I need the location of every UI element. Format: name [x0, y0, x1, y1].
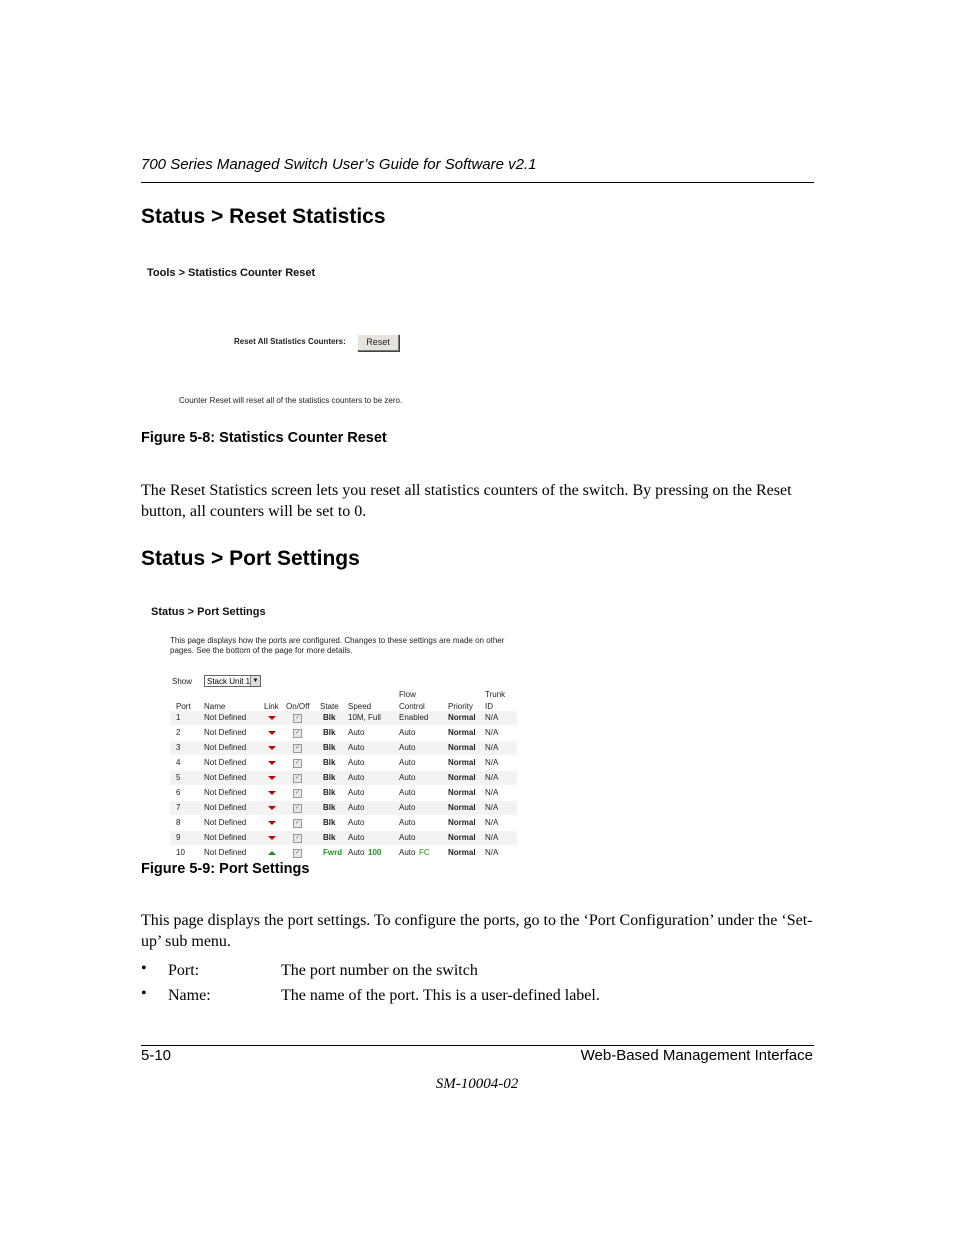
- section-heading-reset-statistics: Status > Reset Statistics: [141, 205, 386, 228]
- col-name: Name: [204, 702, 226, 711]
- trunk-id: N/A: [485, 758, 499, 767]
- header-rule: [141, 182, 814, 183]
- table-row: [170, 726, 517, 740]
- col-flow-1: Flow: [399, 690, 416, 699]
- col-port: Port: [176, 702, 191, 711]
- section-heading-port-settings: Status > Port Settings: [141, 547, 360, 570]
- onoff-checkbox[interactable]: ✓: [294, 820, 301, 826]
- port-state: Blk: [323, 833, 336, 842]
- port-speed: Auto: [348, 833, 365, 842]
- table-row: [170, 801, 517, 815]
- trunk-id: N/A: [485, 848, 499, 857]
- flow-control: Auto: [399, 803, 416, 812]
- show-select-value: Stack Unit 1: [207, 677, 251, 686]
- trunk-id: N/A: [485, 818, 499, 827]
- port-priority: Normal: [448, 818, 476, 827]
- link-down-icon: [268, 758, 276, 765]
- port-speed: Auto: [348, 743, 365, 752]
- port-number: 8: [176, 818, 181, 827]
- bullet-desc-port: The port number on the switch: [281, 962, 478, 979]
- port-name: Not Defined: [204, 758, 247, 767]
- table-row: [170, 771, 517, 785]
- port-number: 3: [176, 743, 181, 752]
- port-number: 2: [176, 728, 181, 737]
- counter-reset-note: Counter Reset will reset all of the statistics counters to be zero.: [179, 396, 403, 405]
- col-flow-2: Control: [399, 702, 425, 711]
- port-settings-paragraph: This page displays the port settings. To configure the ports, go to the ‘Port Configuration’ under the ‘Set-up’ sub menu.: [141, 912, 813, 950]
- link-down-icon: [268, 728, 276, 735]
- chapter-title: Web-Based Management Interface: [580, 1047, 813, 1064]
- bullet-term-name: Name:: [168, 987, 211, 1004]
- trunk-id: N/A: [485, 743, 499, 752]
- port-number: 10: [176, 848, 185, 857]
- bullet-term-port: Port:: [168, 962, 200, 979]
- port-speed: Auto: [348, 728, 365, 737]
- link-down-icon: [268, 788, 276, 795]
- port-priority: Normal: [448, 758, 476, 767]
- figure-caption-5-8: Figure 5-8: Statistics Counter Reset: [141, 430, 387, 446]
- flow-control: Auto: [399, 818, 416, 827]
- port-priority: Normal: [448, 848, 476, 857]
- col-speed: Speed: [348, 702, 372, 711]
- port-priority: Normal: [448, 773, 476, 782]
- flow-control: Auto: [399, 743, 416, 752]
- link-down-icon: [268, 743, 276, 750]
- port-name: Not Defined: [204, 713, 247, 722]
- running-header: 700 Series Managed Switch User’s Guide for Software v2.1: [141, 156, 537, 173]
- speed-actual: 100: [368, 848, 382, 857]
- port-number: 4: [176, 758, 181, 767]
- onoff-checkbox[interactable]: ✓: [294, 715, 301, 721]
- port-state: Blk: [323, 743, 336, 752]
- table-row: [170, 756, 517, 770]
- port-state: Blk: [323, 773, 336, 782]
- port-state: Blk: [323, 788, 336, 797]
- onoff-checkbox[interactable]: ✓: [294, 805, 301, 811]
- flow-control: Auto: [399, 728, 416, 737]
- port-number: 1: [176, 713, 181, 722]
- link-down-icon: [268, 803, 276, 810]
- port-state: Fwrd: [323, 848, 343, 857]
- flow-control: Auto: [399, 848, 416, 857]
- table-row: [170, 816, 517, 830]
- port-state: Blk: [323, 818, 336, 827]
- document-id: SM-10004-02: [435, 1076, 519, 1092]
- footer-rule: [141, 1045, 814, 1046]
- bullet-marker: •: [141, 960, 147, 977]
- link-down-icon: [268, 773, 276, 780]
- port-priority: Normal: [448, 788, 476, 797]
- show-select[interactable]: [204, 675, 261, 687]
- bullet-marker: •: [141, 985, 147, 1002]
- flow-control: Auto: [399, 773, 416, 782]
- port-priority: Normal: [448, 713, 476, 722]
- chevron-down-icon: ▼: [250, 676, 260, 686]
- trunk-id: N/A: [485, 713, 499, 722]
- onoff-checkbox[interactable]: ✓: [294, 760, 301, 766]
- bullet-desc-name: The name of the port. This is a user-defined label.: [281, 987, 600, 1004]
- reset-all-label: Reset All Statistics Counters:: [234, 337, 346, 346]
- table-row: [170, 831, 517, 845]
- table-row: [170, 711, 517, 725]
- screenshot-title: Tools > Statistics Counter Reset: [147, 267, 316, 279]
- port-speed: Auto: [348, 758, 365, 767]
- table-row: [170, 786, 517, 800]
- port-speed: Auto: [348, 803, 365, 812]
- port-priority: Normal: [448, 743, 476, 752]
- port-state: Blk: [323, 713, 336, 722]
- page-number: 5-10: [141, 1047, 172, 1064]
- onoff-checkbox[interactable]: ✓: [294, 835, 301, 841]
- col-trunk-1: Trunk: [485, 690, 506, 699]
- port-state: Blk: [323, 728, 336, 737]
- port-name: Not Defined: [204, 743, 247, 752]
- show-label: Show: [172, 677, 193, 686]
- port-name: Not Defined: [204, 848, 247, 857]
- port-priority: Normal: [448, 803, 476, 812]
- port-number: 7: [176, 803, 181, 812]
- intro-line-1: This page displays how the ports are configured. Changes to these settings are made on other: [170, 636, 505, 645]
- port-speed: Auto: [348, 773, 365, 782]
- onoff-checkbox[interactable]: ✓: [294, 745, 301, 751]
- port-name: Not Defined: [204, 818, 247, 827]
- port-speed: 10M, Full: [348, 713, 381, 722]
- table-row: [170, 846, 517, 860]
- link-up-icon: [268, 848, 276, 855]
- intro-line-2: pages. See the bottom of the page for more details.: [170, 646, 353, 655]
- flow-actual: FC: [419, 848, 430, 857]
- port-priority: Normal: [448, 728, 476, 737]
- port-number: 9: [176, 833, 181, 842]
- port-speed: Auto: [348, 848, 365, 857]
- trunk-id: N/A: [485, 788, 499, 797]
- port-name: Not Defined: [204, 833, 247, 842]
- link-down-icon: [268, 713, 276, 720]
- port-speed: Auto: [348, 788, 365, 797]
- reset-statistics-paragraph: The Reset Statistics screen lets you reset all statistics counters of the switch. By pressing on the Reset button, all counters will be set to 0.: [141, 482, 792, 520]
- port-name: Not Defined: [204, 728, 247, 737]
- port-state: Blk: [323, 803, 336, 812]
- onoff-checkbox[interactable]: ✓: [294, 850, 301, 856]
- trunk-id: N/A: [485, 803, 499, 812]
- port-name: Not Defined: [204, 773, 247, 782]
- onoff-checkbox[interactable]: ✓: [294, 775, 301, 781]
- col-link: Link: [264, 702, 279, 711]
- port-number: 5: [176, 773, 181, 782]
- flow-control: Auto: [399, 758, 416, 767]
- col-priority: Priority: [448, 702, 473, 711]
- col-onoff: On/Off: [286, 702, 310, 711]
- onoff-checkbox[interactable]: ✓: [294, 790, 301, 796]
- link-down-icon: [268, 818, 276, 825]
- reset-button[interactable]: Reset: [357, 334, 399, 351]
- col-state: State: [320, 702, 339, 711]
- port-speed: Auto: [348, 818, 365, 827]
- port-name: Not Defined: [204, 788, 247, 797]
- trunk-id: N/A: [485, 728, 499, 737]
- port-state: Blk: [323, 758, 336, 767]
- screenshot-title: Status > Port Settings: [151, 606, 266, 618]
- onoff-checkbox[interactable]: ✓: [294, 730, 301, 736]
- trunk-id: N/A: [485, 833, 499, 842]
- flow-control: Enabled: [399, 713, 429, 722]
- link-down-icon: [268, 833, 276, 840]
- trunk-id: N/A: [485, 773, 499, 782]
- port-priority: Normal: [448, 833, 476, 842]
- col-trunk-2: ID: [485, 702, 493, 711]
- port-name: Not Defined: [204, 803, 247, 812]
- port-number: 6: [176, 788, 181, 797]
- flow-control: Auto: [399, 788, 416, 797]
- table-row: [170, 741, 517, 755]
- flow-control: Auto: [399, 833, 416, 842]
- figure-caption-5-9: Figure 5-9: Port Settings: [141, 861, 310, 877]
